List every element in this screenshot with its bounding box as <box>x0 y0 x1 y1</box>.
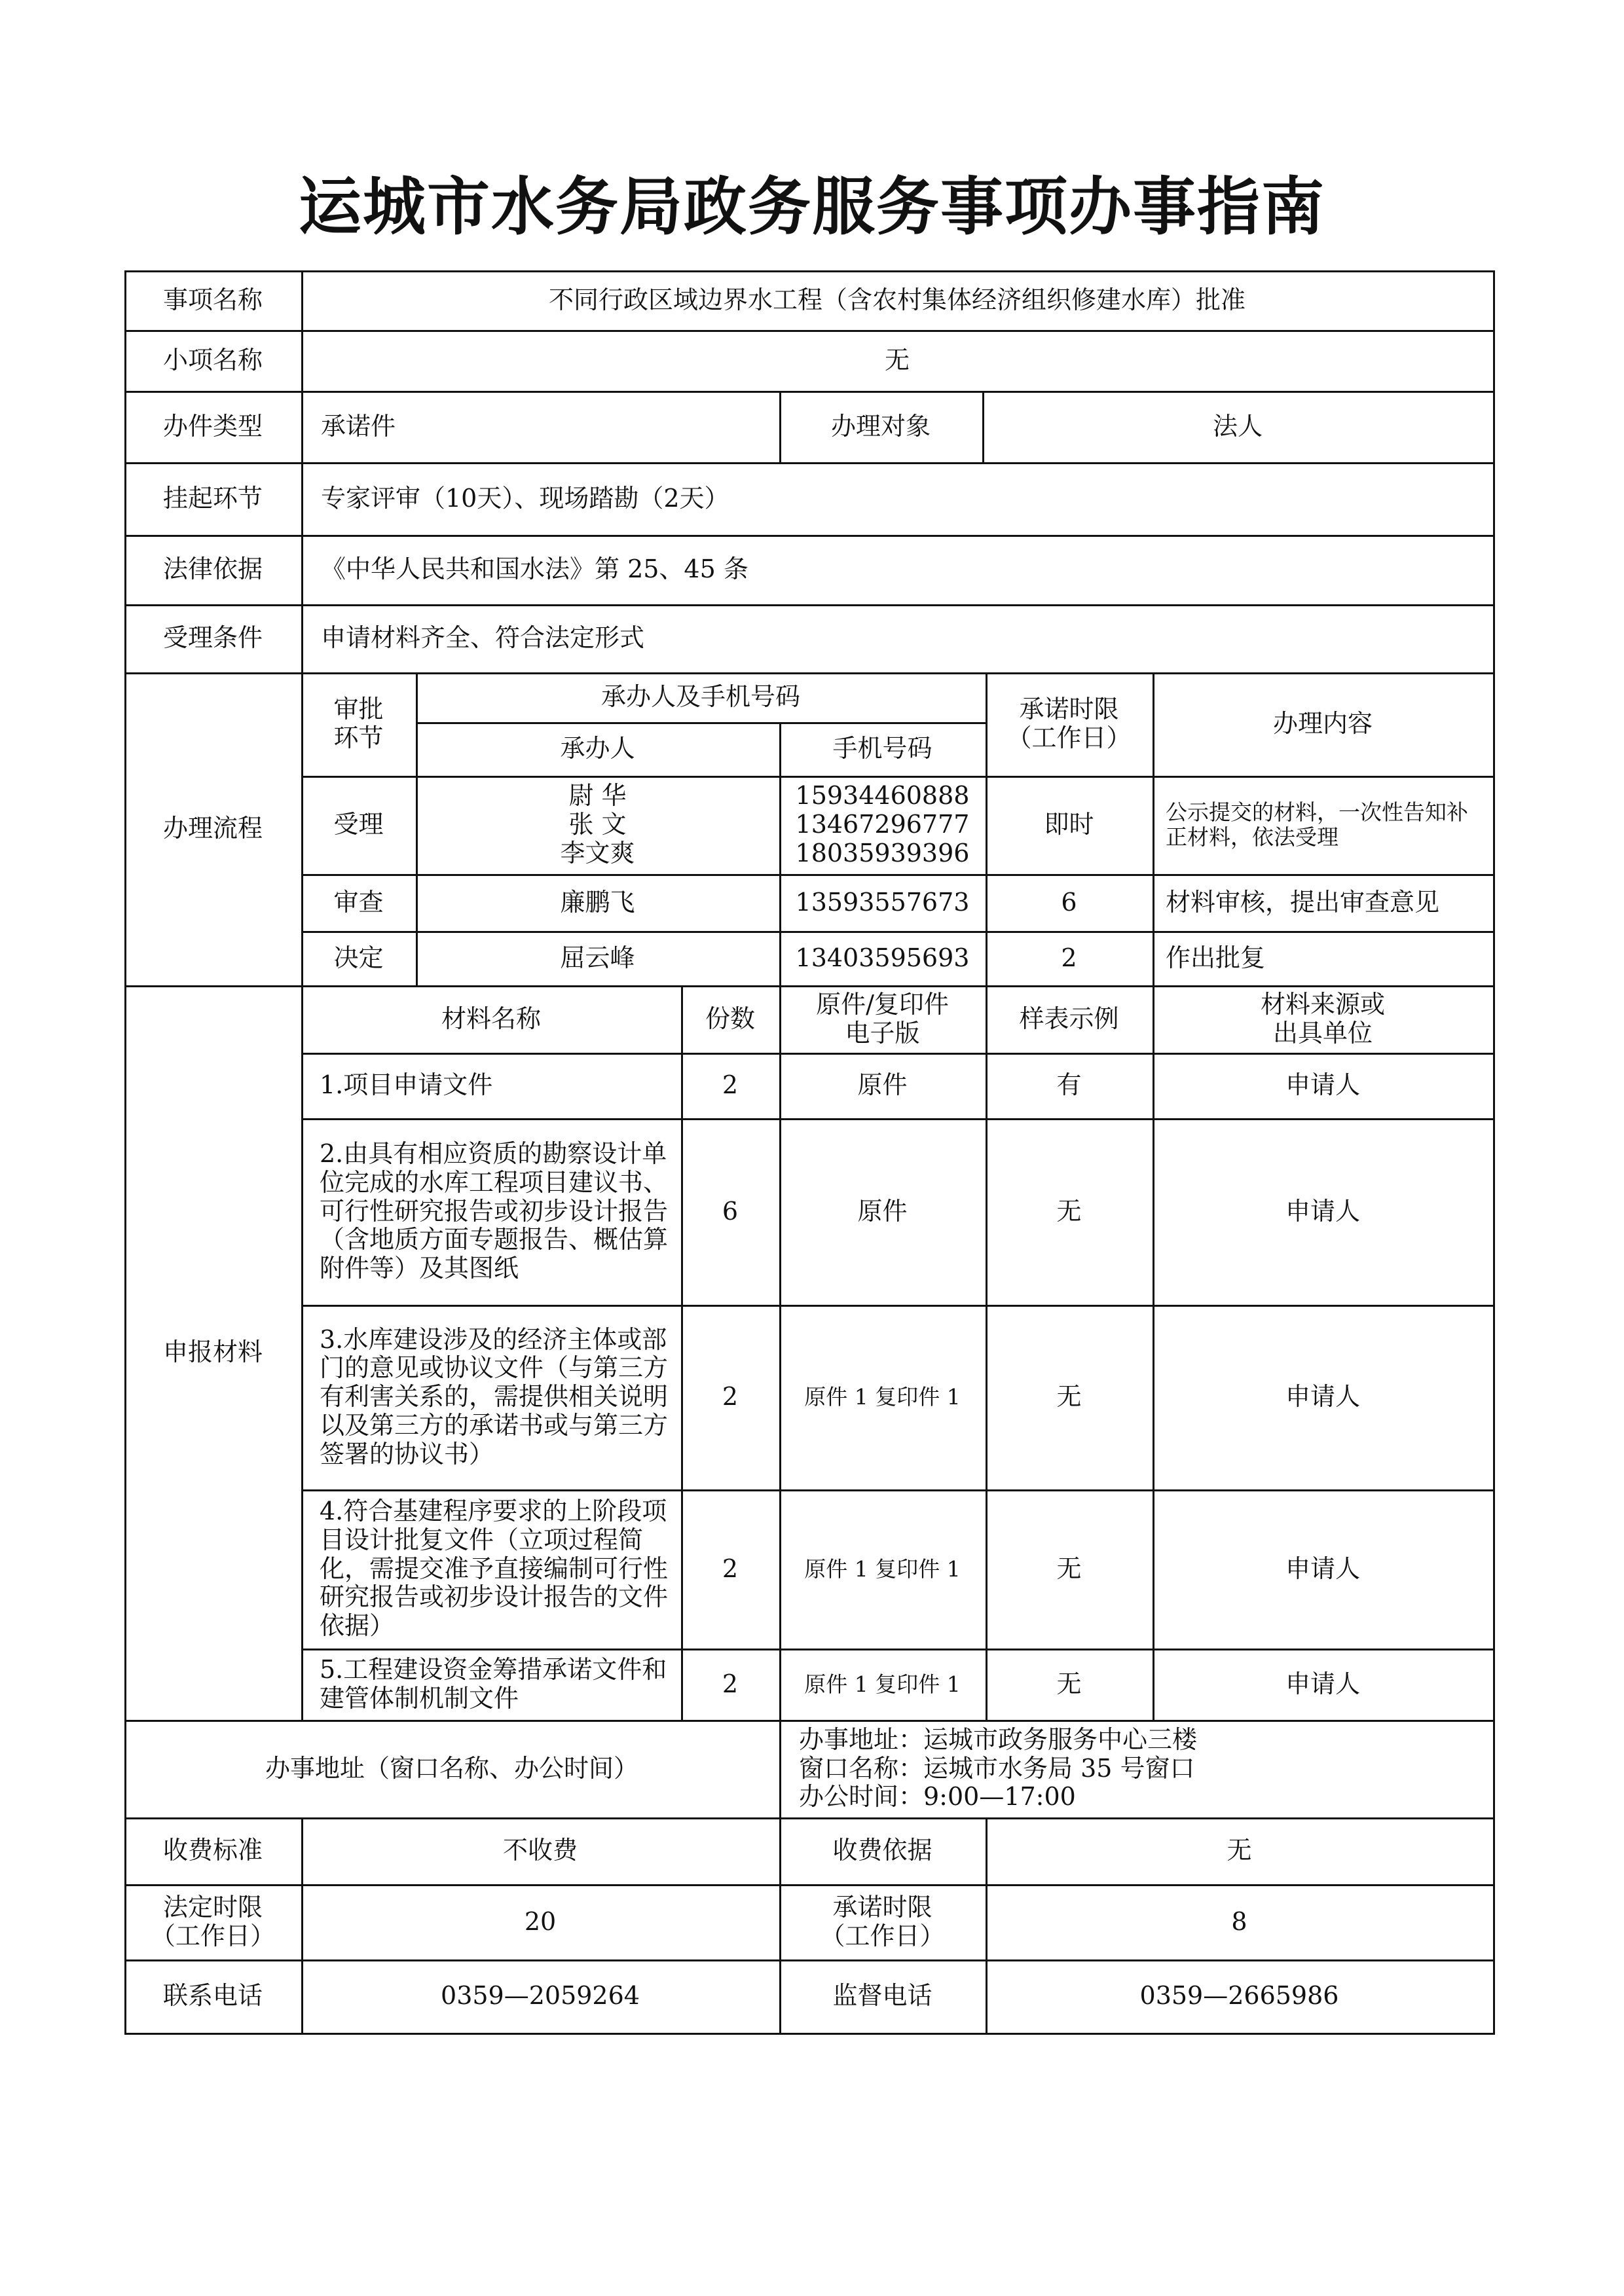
address-label: 办事地址（窗口名称、办公时间） <box>265 1753 638 1783</box>
supervise-label: 监督电话 <box>832 1981 932 2011</box>
materials-label: 申报材料 <box>162 1338 263 1367</box>
fee-label: 收费标准 <box>162 1836 263 1865</box>
material-sample: 无 <box>1056 1554 1082 1583</box>
materials-header-sample: 样表示例 <box>1019 1004 1119 1033</box>
process-limit: 即时 <box>1044 810 1094 839</box>
process-header-stage: 审批 环节 <box>333 695 384 752</box>
legal-basis-value: 《中华人民共和国水法》第 25、45 条 <box>321 555 748 584</box>
material-copies: 2 <box>722 1554 739 1583</box>
page-title: 运城市水务局政务服务事项办事指南 <box>299 170 1325 244</box>
contact-value: 0359—2059264 <box>441 1981 640 2011</box>
process-header-phone: 手机号码 <box>832 734 932 763</box>
process-phone: 13593557673 <box>795 887 970 917</box>
fee-value: 不收费 <box>502 1836 578 1865</box>
process-limit: 2 <box>1061 943 1077 972</box>
materials-header-name: 材料名称 <box>441 1004 541 1033</box>
process-header-content: 办理内容 <box>1272 709 1373 738</box>
material-copies: 2 <box>722 1070 739 1100</box>
process-handler: 屈云峰 <box>560 943 635 972</box>
material-form: 原件 <box>857 1196 908 1226</box>
target-value: 法人 <box>1212 411 1263 441</box>
material-source: 申请人 <box>1285 1070 1360 1100</box>
material-copies: 2 <box>722 1669 739 1698</box>
material-form: 原件 1 复印件 1 <box>804 1384 961 1410</box>
material-form: 原件 1 复印件 1 <box>804 1556 961 1582</box>
material-source: 申请人 <box>1285 1554 1360 1583</box>
material-source: 申请人 <box>1285 1669 1360 1698</box>
process-content: 材料审核，提出审查意见 <box>1166 887 1440 917</box>
sub-item-value: 无 <box>884 345 910 374</box>
acceptance-value: 申请材料齐全、符合法定形式 <box>321 623 645 653</box>
supervise-value: 0359—2665986 <box>1139 1981 1339 2011</box>
process-content: 作出批复 <box>1166 943 1266 972</box>
material-name: 4.符合基建程序要求的上阶段项目设计批复文件（立项过程简化，需提交准予直接编制可行性研究报告或初步设计报告的文件依据） <box>320 1497 669 1641</box>
item-name-value: 不同行政区域边界水工程（含农村集体经济组织修建水库）批准 <box>548 285 1246 314</box>
process-header-handler-group: 承办人及手机号码 <box>600 682 800 712</box>
process-limit: 6 <box>1061 887 1077 917</box>
address-value: 办事地址：运城市政务服务中心三楼 窗口名称：运城市水务局 35 号窗口 办公时间：9:00—17:00 <box>799 1724 1198 1812</box>
material-sample: 无 <box>1056 1382 1082 1412</box>
contact-label: 联系电话 <box>162 1981 263 2011</box>
acceptance-label: 受理条件 <box>162 623 263 653</box>
legal-limit-label: 法定时限 （工作日） <box>150 1892 275 1950</box>
materials-header-form: 原件/复印件 电子版 <box>816 989 949 1048</box>
process-header-limit: 承诺时限 （工作日） <box>1006 695 1132 752</box>
suspend-value: 专家评审（10天）、现场踏勘（2天） <box>321 483 729 513</box>
material-name: 3.水库建设涉及的经济主体或部门的意见或协议文件（与第三方有利害关系的，需提供相关说明以及第三方的承诺书或与第三方签署的协议书） <box>320 1324 669 1468</box>
material-form: 原件 1 复印件 1 <box>804 1671 961 1697</box>
process-handler: 尉 华 张 文 李文爽 <box>560 781 635 867</box>
process-stage: 决定 <box>333 943 384 972</box>
material-name: 2.由具有相应资质的勘察设计单位完成的水库工程项目建议书、可行性研究报告或初步设计报告（含地质方面专题报告、概估算附件等）及其图纸 <box>320 1139 669 1283</box>
fee-basis-value: 无 <box>1227 1836 1252 1865</box>
material-copies: 6 <box>722 1196 739 1226</box>
materials-header-copies: 份数 <box>705 1004 755 1033</box>
material-name: 5.工程建设资金筹措承诺文件和建管体制机制文件 <box>320 1654 667 1713</box>
material-source: 申请人 <box>1285 1196 1360 1226</box>
process-phone: 13403595693 <box>795 943 970 972</box>
suspend-label: 挂起环节 <box>162 483 263 513</box>
process-header-handler: 承办人 <box>560 734 635 763</box>
material-form: 原件 <box>857 1070 908 1100</box>
case-type-label: 办件类型 <box>162 411 263 441</box>
process-label: 办理流程 <box>162 814 263 843</box>
promise-limit-label: 承诺时限 （工作日） <box>820 1892 945 1950</box>
process-stage: 审查 <box>333 887 384 917</box>
legal-basis-label: 法律依据 <box>162 555 263 584</box>
material-copies: 2 <box>722 1382 739 1412</box>
fee-basis-label: 收费依据 <box>832 1836 932 1865</box>
process-content: 公示提交的材料，一次性告知补正材料，依法受理 <box>1166 799 1468 850</box>
material-source: 申请人 <box>1285 1382 1360 1412</box>
sub-item-label: 小项名称 <box>162 345 263 374</box>
process-phone: 15934460888 13467296777 18035939396 <box>795 781 970 867</box>
process-stage: 受理 <box>333 810 384 839</box>
material-name: 1.项目申请文件 <box>320 1070 493 1100</box>
material-sample: 无 <box>1056 1196 1082 1226</box>
material-sample: 有 <box>1056 1070 1082 1100</box>
case-type-value: 承诺件 <box>321 411 396 441</box>
materials-header-source: 材料来源或 出具单位 <box>1260 989 1385 1048</box>
promise-limit-value: 8 <box>1231 1906 1247 1936</box>
table-border-bottom <box>124 2033 1495 2035</box>
material-sample: 无 <box>1056 1669 1082 1698</box>
legal-limit-value: 20 <box>524 1906 557 1936</box>
process-handler: 廉鹏飞 <box>560 887 635 917</box>
target-label: 办理对象 <box>830 411 931 441</box>
item-name-label: 事项名称 <box>162 285 263 314</box>
